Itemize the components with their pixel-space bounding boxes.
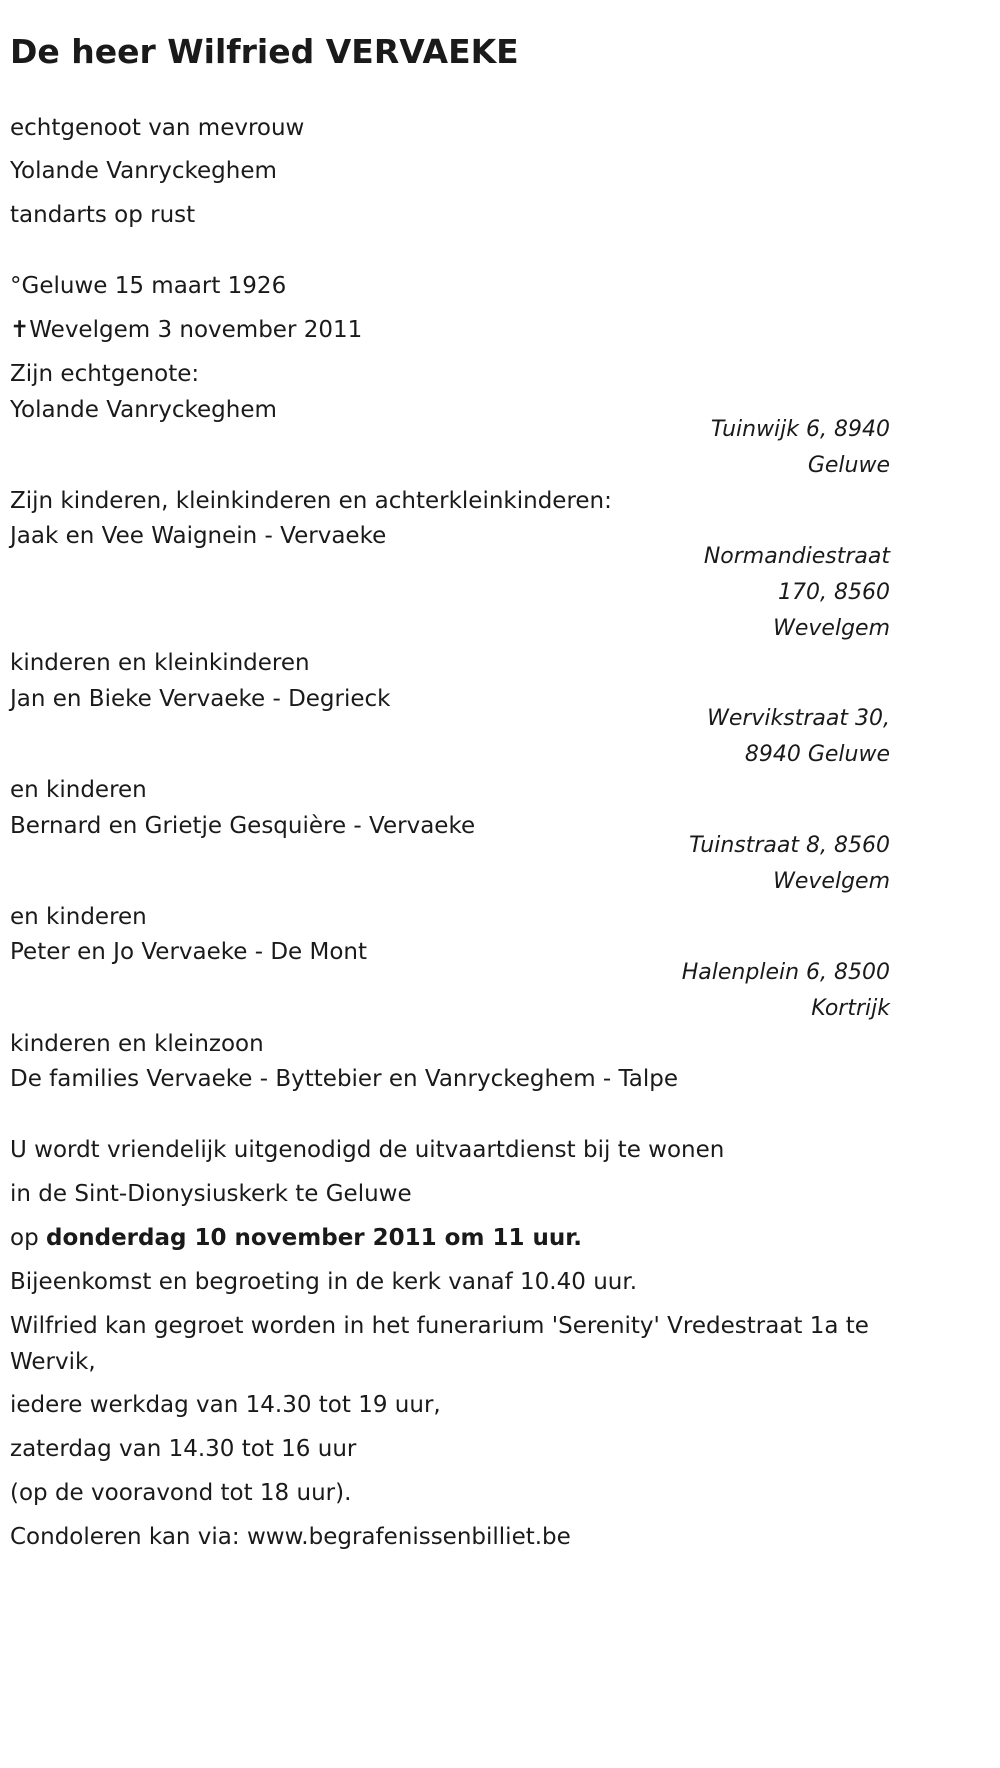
service-date-prefix: op [10,1225,46,1251]
family-address [704,539,890,647]
address-line: Wervikstraat 30, [707,706,890,731]
service-line-6: iedere werkdag van 14.30 tot 19 uur, [10,1392,441,1418]
intro-line-3: tandarts op rust [10,202,196,228]
address-line: Halenplein 6, 8500 [681,960,890,985]
birth-symbol: ° [10,273,22,299]
spouse-name: Yolande Vanryckeghem [10,397,277,423]
children-label: Zijn kinderen, kleinkinderen en achterkleinkinderen: [10,488,612,514]
address-line: Wevelgem [773,869,890,894]
death-text: Wevelgem 3 november 2011 [29,317,363,343]
address-line: 8940 Geluwe [744,742,890,767]
family-suffix: en kinderen [10,904,147,930]
service-line-5: Wilfried kan gegroet worden in het funerarium 'Serenity' Vredestraat 1a te Wervik, [10,1313,869,1375]
family-address [689,828,890,900]
family-name: Jaak en Vee Waignein - Vervaeke [10,523,387,549]
birth-line [10,271,286,301]
birth-text: Geluwe 15 maart 1926 [21,273,287,299]
service-line-2: in de Sint-Dionysiuskerk te Geluwe [10,1181,412,1207]
service-line-3 [10,1223,582,1253]
address-line: Geluwe [807,453,890,478]
service-line-7: zaterdag van 14.30 tot 16 uur [10,1436,357,1462]
address-line: Tuinstraat 8, 8560 [689,833,890,858]
spouse-address [711,412,890,484]
family-name: Bernard en Grietje Gesquière - Vervaeke [10,813,476,839]
page-title: De heer Wilfried VERVAEKE [10,32,519,71]
address-line: 170, 8560 [778,580,890,605]
extended-family: De families Vervaeke - Byttebier en Vanryckeghem - Talpe [10,1066,678,1092]
address-line: Wevelgem [773,616,890,641]
address-line: Normandiestraat [703,544,890,569]
family-suffix: kinderen en kleinkinderen [10,650,310,676]
family-address [682,955,890,1027]
service-date: donderdag 10 november 2011 om 11 uur. [45,1225,583,1251]
family-address [707,701,890,773]
service-line-4: Bijeenkomst en begroeting in de kerk vanaf 10.40 uur. [10,1269,638,1295]
family-suffix: kinderen en kleinzoon [10,1031,264,1057]
address-line: Kortrijk [811,996,890,1021]
intro-line-2: Yolande Vanryckeghem [10,158,277,184]
family-name: Peter en Jo Vervaeke - De Mont [10,939,368,965]
intro-line-1: echtgenoot van mevrouw [10,115,305,141]
service-line-1: U wordt vriendelijk uitgenodigd de uitvaartdienst bij te wonen [10,1137,725,1163]
family-name: Jan en Bieke Vervaeke - Degrieck [10,686,391,712]
spouse-label: Zijn echtgenote: [10,361,200,387]
service-line-8: (op de vooravond tot 18 uur). [10,1480,352,1506]
condolence-line: Condoleren kan via: www.begrafenissenbilliet.be [10,1524,571,1550]
cross-icon: ✝ [10,317,30,343]
death-line [10,315,362,345]
address-line: Tuinwijk 6, 8940 [710,417,890,442]
family-suffix: en kinderen [10,777,147,803]
